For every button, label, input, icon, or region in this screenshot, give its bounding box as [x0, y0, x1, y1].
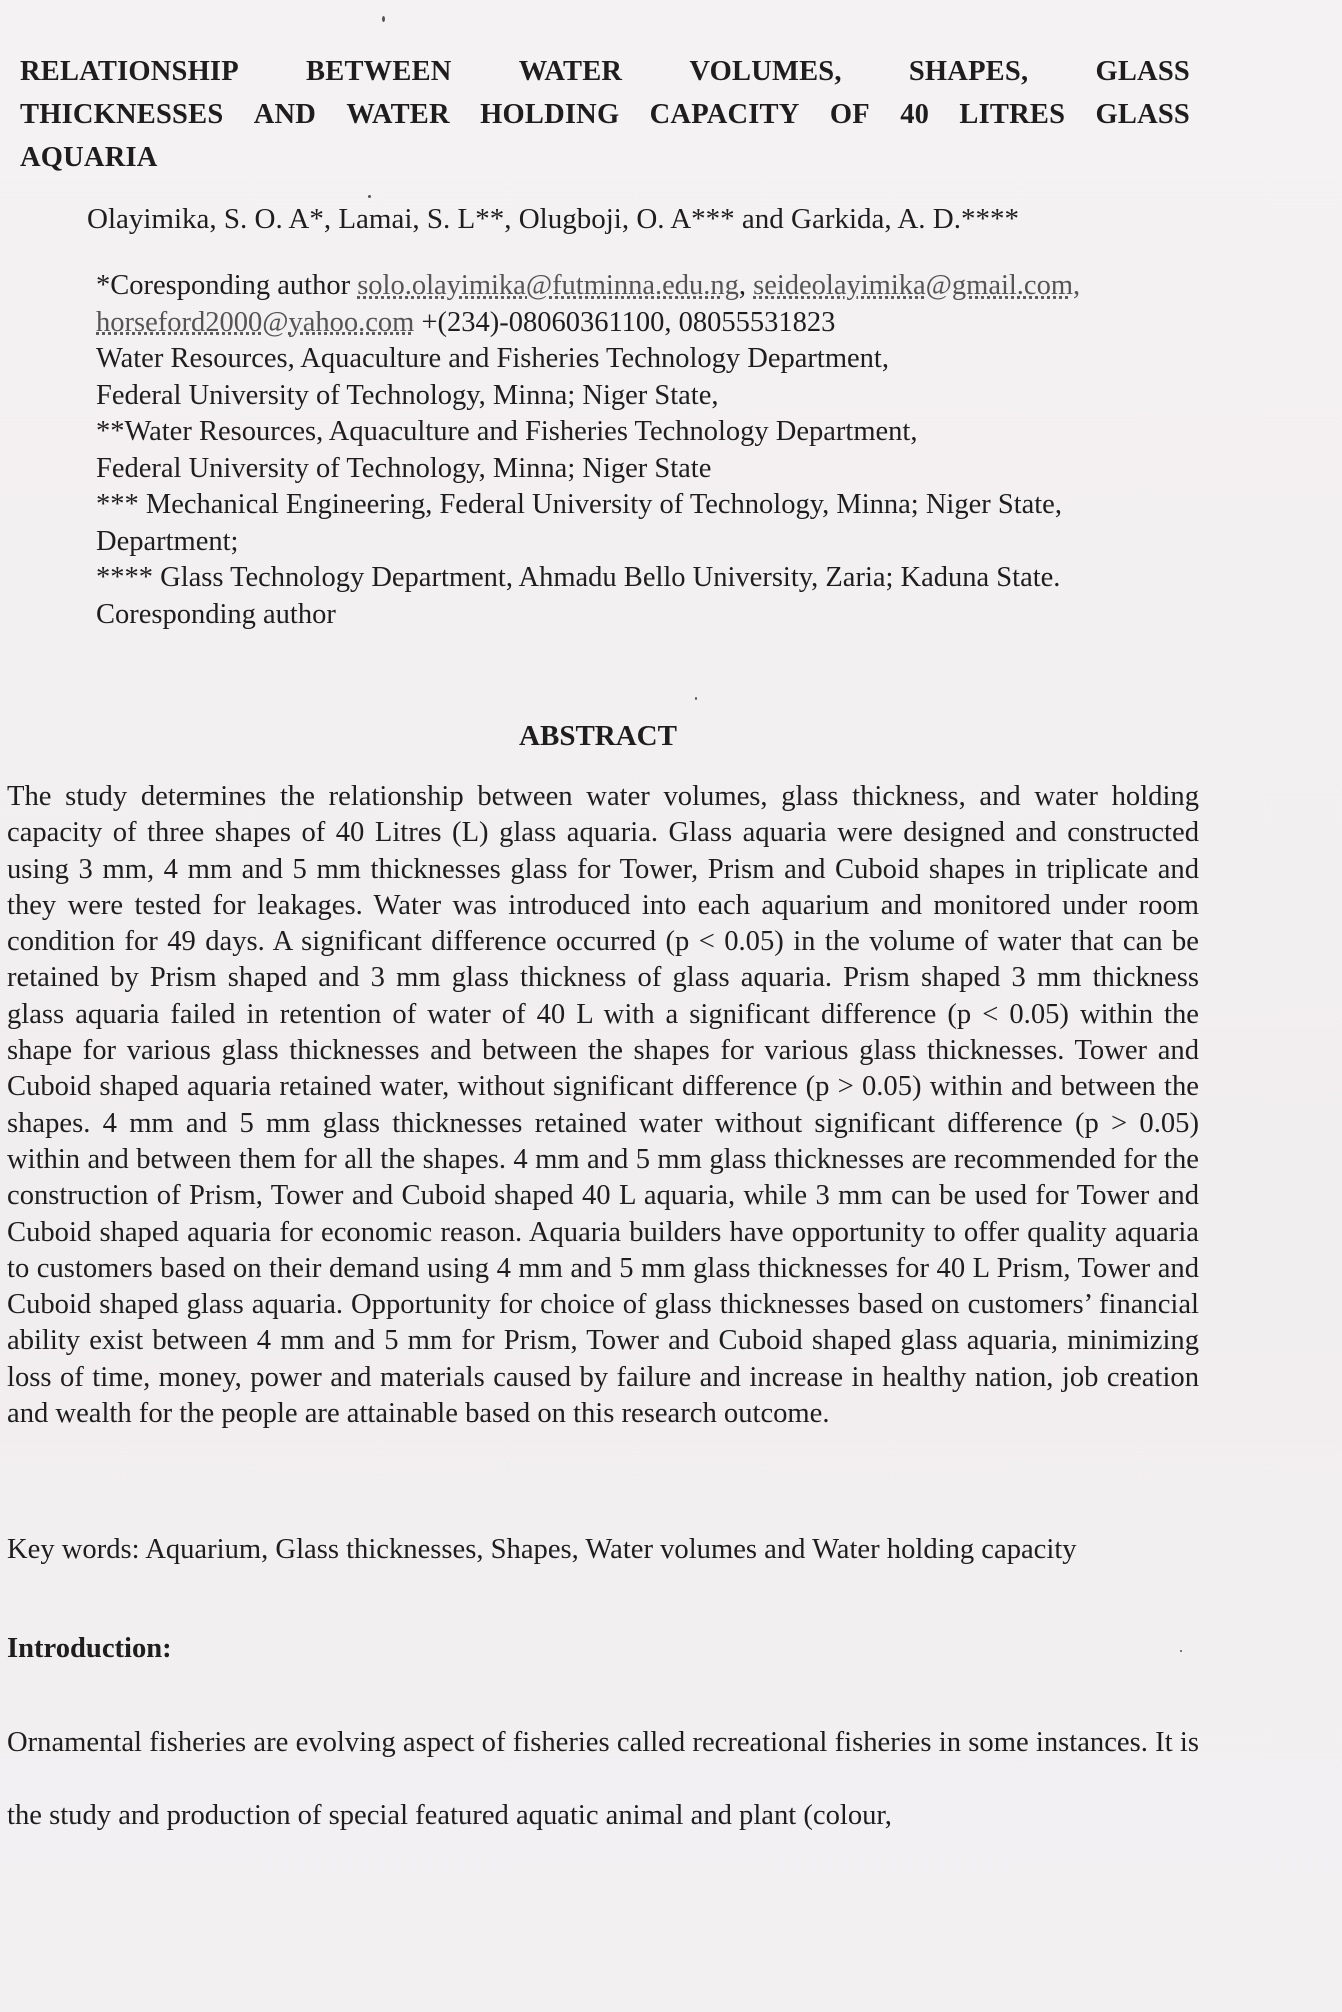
title-word: GLASS	[1095, 99, 1190, 130]
title-line-3: AQUARIA	[20, 142, 158, 173]
title-word: RELATIONSHIP	[20, 56, 239, 87]
affiliation-line: **** Glass Technology Department, Ahmadu Bello University, Zaria; Kaduna State.	[96, 562, 1061, 593]
title-word: BETWEEN	[306, 56, 452, 87]
title-word: WATER	[346, 99, 450, 130]
email-link[interactable]: horseford2000@yahoo.com	[96, 306, 415, 338]
title-word: THICKNESSES	[20, 99, 224, 130]
title-line-2	[20, 93, 1190, 136]
email-link[interactable]: seideolayimika@gmail.com,	[753, 270, 1081, 301]
title-word: GLASS	[1095, 56, 1190, 87]
scan-speck	[382, 16, 385, 22]
introduction-heading: Introduction:	[7, 1633, 172, 1664]
title-word: HOLDING	[480, 99, 620, 130]
scan-speck	[368, 195, 371, 198]
corresponding-line	[96, 268, 1206, 305]
paper-title	[20, 50, 1190, 179]
scan-speck	[1180, 1650, 1182, 1652]
title-word: 40	[900, 99, 930, 130]
contact-line	[96, 305, 1206, 342]
abstract-heading: ABSTRACT	[519, 720, 677, 752]
title-word: VOLUMES,	[689, 56, 842, 87]
title-word: LITRES	[959, 99, 1066, 130]
phone-numbers: +(234)-08060361100, 08055531823	[414, 306, 836, 338]
affiliation-line: Coresponding author	[96, 598, 336, 630]
title-word: AND	[253, 99, 317, 130]
affiliation-line: Department;	[96, 525, 239, 557]
email-link[interactable]: solo.olayimika@futminna.edu.ng	[357, 270, 739, 301]
title-line-1	[20, 50, 1190, 93]
corresponding-label: *Coresponding author	[96, 270, 358, 301]
author-list: Olayimika, S. O. A*, Lamai, S. L**, Olugboji, O. A*** and Garkida, A. D.****	[87, 203, 1019, 235]
keywords: Key words: Aquarium, Glass thicknesses, Shapes, Water volumes and Water holding capacity	[7, 1534, 1077, 1565]
affiliation-line: **Water Resources, Aquaculture and Fisheries Technology Department,	[96, 416, 918, 447]
affiliation-line: Federal University of Technology, Minna; Niger State	[96, 452, 712, 484]
affiliation-line: *** Mechanical Engineering, Federal University of Technology, Minna; Niger State,	[96, 489, 1062, 520]
affiliation-line: Federal University of Technology, Minna; Niger State,	[96, 379, 719, 411]
abstract-text: The study determines the relationship between water volumes, glass thickness, and water holding capacity of three shapes of 40 Litres (L) glass aquaria. Glass aquaria were designed and constructed using 3 mm, 4 mm and 5 mm thicknesses glass for Tower, Prism and Cuboid shapes in triplicate and they were tested for leakages. Water was introduced into each aquarium and monitored under room condition for 49 days. A significant difference occurred (p < 0.05) in the volume of water that can be retained by Prism shaped and 3 mm glass thickness of glass aquaria. Prism shaped 3 mm thickness glass aquaria failed in retention of water of 40 L with a significant difference (p < 0.05) within the shape for various glass thicknesses and between the shapes for various glass thicknesses. Tower and Cuboid shaped aquaria retained water, without significant difference (p > 0.05) within and between the shapes. 4 mm and 5 mm glass thicknesses retained water without significant difference (p > 0.05) within and between them for all the shapes. 4 mm and 5 mm glass thicknesses are recommended for the construction of Prism, Tower and Cuboid shaped 40 L aquaria, while 3 mm can be used for Tower and Cuboid shaped aquaria for economic reason. Aquaria builders have opportunity to offer quality aquaria to customers based on their demand using 4 mm and 5 mm glass thicknesses for 40 L Prism, Tower and Cuboid shaped glass aquaria. Opportunity for choice of glass thicknesses based on customers’ financial ability exist between 4 mm and 5 mm for Prism, Tower and Cuboid shaped glass aquaria, minimizing loss of time, money, power and materials caused by failure and increase in healthy nation, job creation and wealth for the people are attainable based on this research outcome.	[7, 781, 1199, 1430]
affiliations	[96, 268, 1206, 633]
scan-speck	[695, 697, 697, 700]
title-word: WATER	[518, 56, 623, 87]
title-word: CAPACITY	[649, 99, 800, 130]
separator: ,	[738, 270, 754, 301]
title-word: OF	[829, 99, 870, 130]
affiliation-line: Water Resources, Aquaculture and Fisheries Technology Department,	[96, 343, 889, 374]
title-word: SHAPES,	[908, 56, 1029, 87]
introduction-text: Ornamental fisheries are evolving aspect of fisheries called recreational fisheries in some instances. It is the study and production of special featured aquatic animal and plant (colour,	[7, 1727, 1199, 1831]
